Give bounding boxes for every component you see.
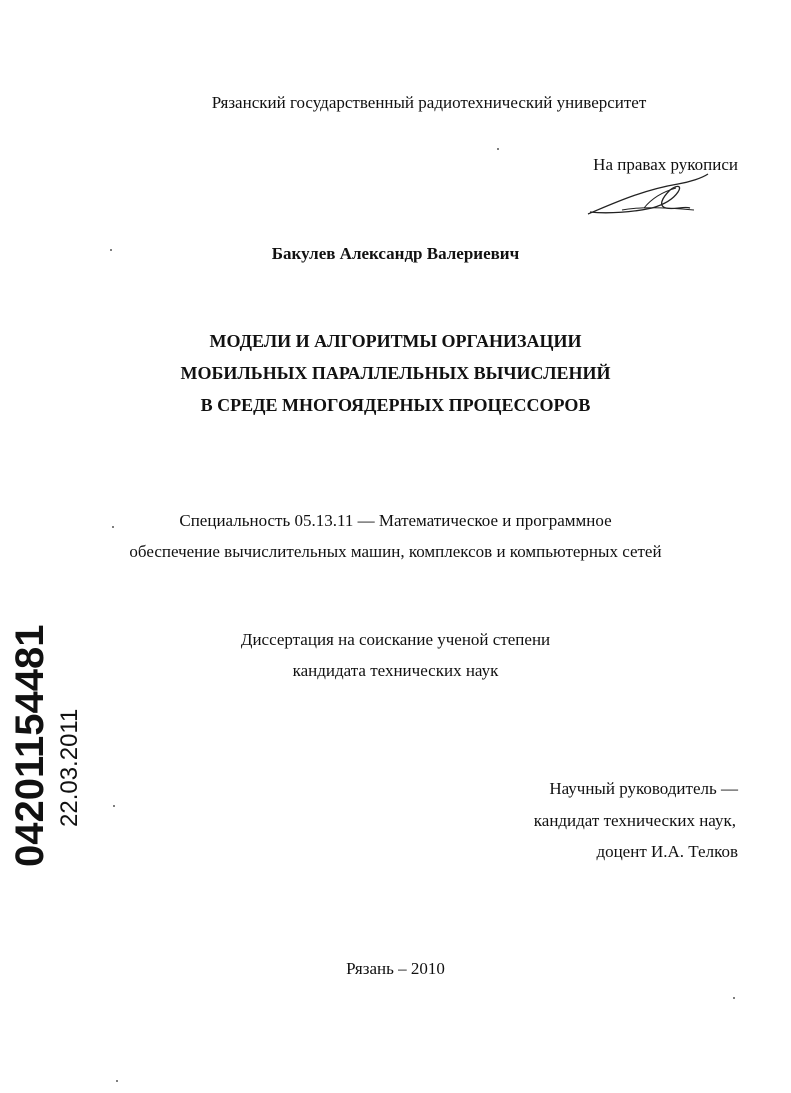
degree-line: Диссертация на соискание ученой степени — [240, 630, 551, 649]
thesis-title-line: МОБИЛЬНЫХ ПАРАЛЛЕЛЬНЫХ ВЫЧИСЛЕНИЙ — [180, 363, 611, 383]
stamp-date: 22.03.2011 — [56, 708, 83, 827]
signature-icon — [582, 168, 712, 220]
advisor-line: Научный руководитель — — [549, 779, 738, 798]
scan-speck — [110, 249, 112, 251]
scan-speck — [112, 526, 114, 528]
author-name: Бакулев Александр Валериевич — [271, 244, 520, 263]
advisor-line: доцент И.А. Телков — [596, 842, 738, 861]
specialty-line: обеспечение вычислительных машин, комплексов и компьютерных сетей — [129, 542, 662, 561]
thesis-title-line: МОДЕЛИ И АЛГОРИТМЫ ОРГАНИЗАЦИИ — [209, 331, 582, 351]
specialty-line: Специальность 05.13.11 — Математическое и программное — [179, 511, 612, 530]
thesis-title-line: В СРЕДЕ МНОГОЯДЕРНЫХ ПРОЦЕССОРОВ — [200, 395, 591, 415]
university-name: Рязанский государственный радиотехнический университет — [211, 93, 647, 112]
manuscript-note: На правах рукописи — [593, 155, 738, 174]
advisor-line: кандидат технических наук, — [533, 811, 736, 830]
stamp-number: 04201154481 — [8, 624, 52, 867]
city-year: Рязань – 2010 — [346, 959, 445, 978]
scan-speck — [497, 148, 499, 150]
scan-speck — [116, 1080, 118, 1082]
scan-speck — [113, 805, 115, 807]
degree-line: кандидата технических наук — [292, 661, 499, 680]
library-stamp — [0, 624, 90, 877]
scan-speck — [733, 997, 735, 999]
